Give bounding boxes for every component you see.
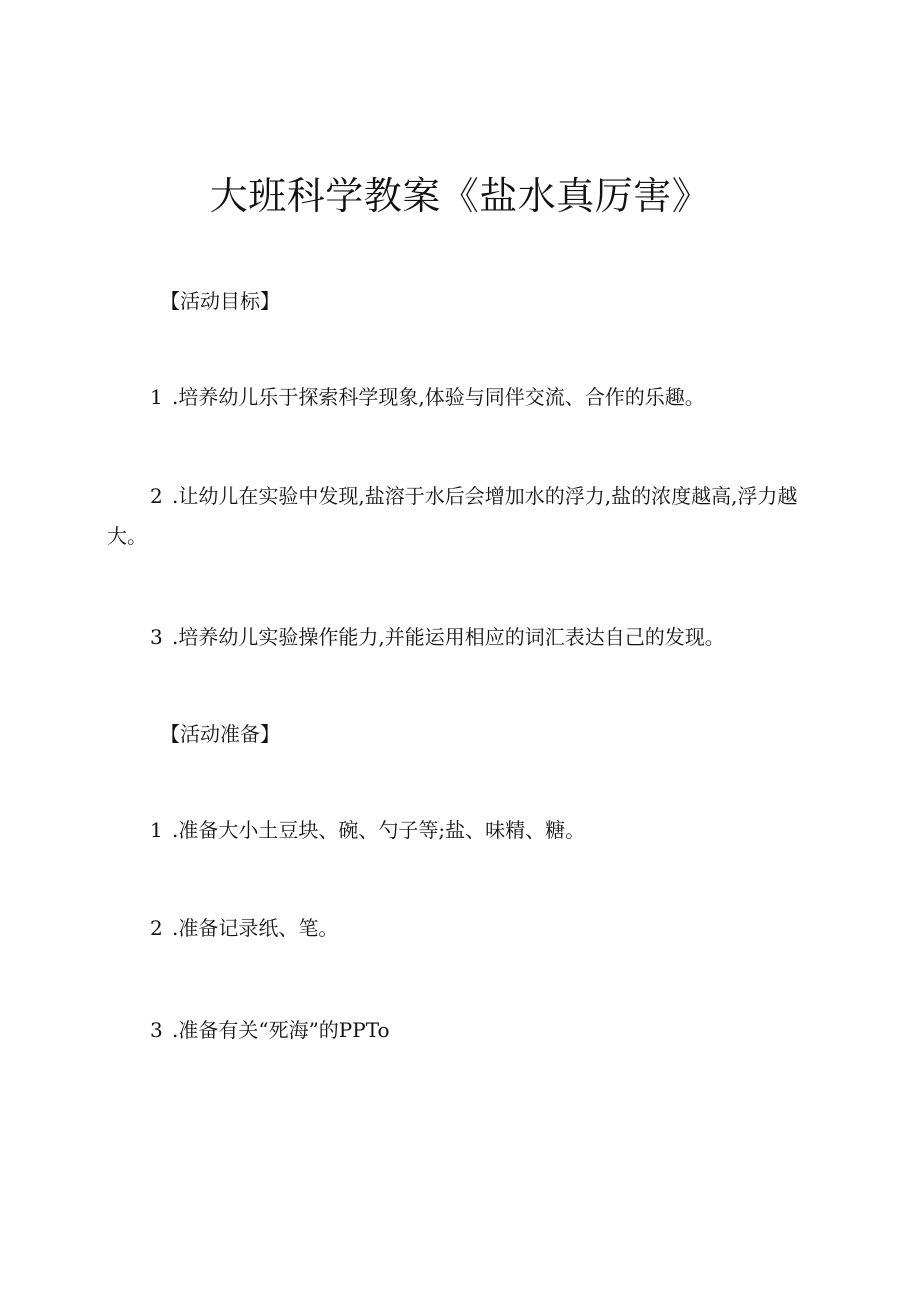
item-number: 1 bbox=[150, 818, 163, 842]
prep-item-2 bbox=[150, 912, 338, 944]
document-title: 大班科学教案《盐水真厉害》 bbox=[209, 174, 711, 218]
section-heading-preparation: 【活动准备】 bbox=[160, 722, 280, 746]
item-number: 2 bbox=[150, 484, 163, 508]
section-heading-goals: 【活动目标】 bbox=[160, 289, 280, 313]
item-text: .培养幼儿实验操作能力,并能运用相应的词汇表达自己的发现。 bbox=[172, 625, 725, 649]
item-number: 1 bbox=[150, 385, 163, 409]
item-text: .让幼儿在实验中发现,盐溶于水后会增加水的浮力,盐的浓度越高,浮力越大。 bbox=[107, 484, 798, 548]
item-number: 3 bbox=[150, 625, 163, 649]
item-number: 3 bbox=[150, 1018, 163, 1042]
prep-item-1 bbox=[150, 814, 585, 846]
goal-item-1 bbox=[150, 381, 705, 413]
item-text: .准备有关“死海”的PPTo bbox=[172, 1018, 390, 1042]
goal-item-3 bbox=[150, 621, 725, 653]
prep-item-3 bbox=[150, 1014, 390, 1046]
item-text: .准备大小土豆块、碗、勺子等;盐、味精、糖。 bbox=[172, 818, 586, 842]
item-text: .准备记录纸、笔。 bbox=[172, 916, 339, 940]
item-number: 2 bbox=[150, 916, 163, 940]
item-text: .培养幼儿乐于探索科学现象,体验与同伴交流、合作的乐趣。 bbox=[172, 385, 705, 409]
goal-item-2 bbox=[107, 476, 807, 556]
